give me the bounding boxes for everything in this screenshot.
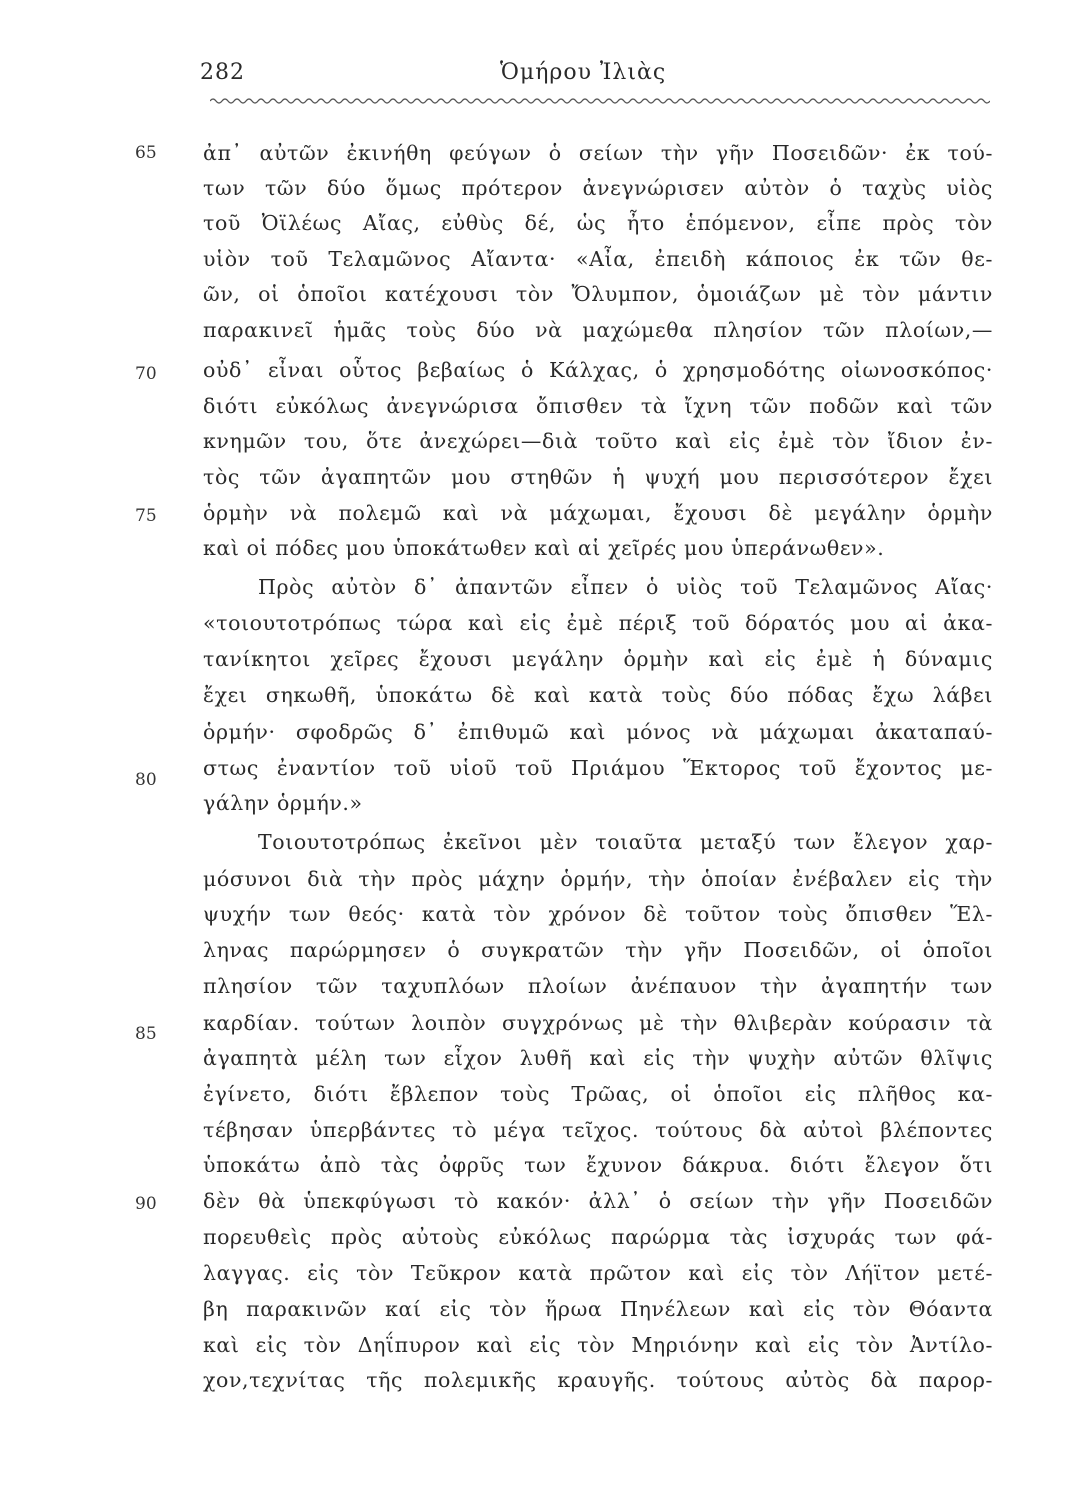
text-line: καὶ οἱ πόδες μου ὑποκάτωθεν καὶ αἱ χεῖρές μου ὑπεράνωθεν». (203, 536, 885, 560)
text-line: ἔχει σηκωθῆ, ὑποκάτω δὲ καὶ κατὰ τοὺς δύο πόδας ἔχω λάβει (203, 683, 993, 707)
text-line: τοῦ Ὀϊλέως Αἴας, εὐθὺς δέ, ὡς ἦτο ἑπόμενον, εἶπε πρὸς τὸν (203, 211, 993, 235)
text-line: καὶ εἰς τὸν Δηΐπυρον καὶ εἰς τὸν Μηριόνην καὶ εἰς τὸν Ἀντίλο- (203, 1333, 993, 1357)
text-line: βη παρακινῶν καί εἰς τὸν ἥρωα Πηνέλεων καὶ εἰς τὸν Θόαντα (203, 1297, 993, 1321)
text-line: πλησίον τῶν ταχυπλόων πλοίων ἀνέπαυον τὴν ἀγαπητήν των (203, 974, 993, 998)
text-line: τὸς τῶν ἀγαπητῶν μου στηθῶν ἡ ψυχή μου περισσότερον ἔχει (203, 465, 993, 489)
text-line: Πρὸς αὐτὸν δ᾽ ἀπαντῶν εἶπεν ὁ υἱὸς τοῦ Τελαμῶνος Αἴας· (258, 575, 993, 599)
text-line: τανίκητοι χεῖρες ἔχουσι μεγάλην ὁρμὴν καὶ εἰς ἐμὲ ἡ δύναμις (203, 647, 993, 671)
wavy-rule-ornament (210, 96, 990, 106)
text-line: οὐδ᾽ εἶναι οὗτος βεβαίως ὁ Κάλχας, ὁ χρησμοδότης οἰωνοσκόπος· (203, 358, 993, 382)
text-line: των τῶν δύο ὅμως πρότερον ἀνεγνώρισεν αὐτὸν ὁ ταχὺς υἱὸς (203, 176, 993, 200)
text-line: ψυχήν των θεός· κατὰ τὸν χρόνον δὲ τοῦτον τοὺς ὄπισθεν Ἕλ- (203, 902, 993, 926)
text-line: «τοιουτοτρόπως τώρα καὶ εἰς ἐμὲ πέριξ τοῦ δόρατός μου αἱ ἀκα- (203, 611, 993, 635)
line-number: 65 (135, 143, 157, 163)
text-line: ὁρμὴν νὰ πολεμῶ καὶ νὰ μάχωμαι, ἔχουσι δὲ μεγάλην ὁρμὴν (203, 501, 993, 525)
page-header (200, 60, 990, 100)
text-line: ὁρμήν· σφοδρῶς δ᾽ ἐπιθυμῶ καὶ μόνος νὰ μάχωμαι ἀκαταπαύ- (203, 720, 993, 744)
text-line: λαγγας. εἰς τὸν Τεῦκρον κατὰ πρῶτον καὶ εἰς τὸν Λήϊτον μετέ- (203, 1261, 993, 1285)
page-number: 282 (200, 60, 245, 85)
text-line: πορευθεὶς πρὸς αὐτοὺς εὐκόλως παρώρμα τὰς ἰσχυράς των φά- (203, 1225, 993, 1249)
text-line: ληνας παρώρμησεν ὁ συγκρατῶν τὴν γῆν Ποσειδῶν, οἱ ὁποῖοι (203, 938, 993, 962)
line-number: 90 (135, 1194, 157, 1214)
text-line: κνημῶν του, ὅτε ἀνεχώρει—διὰ τοῦτο καὶ εἰς ἐμὲ τὸν ἴδιον ἐν- (203, 429, 993, 453)
text-line: ἐγίνετο, διότι ἔβλεπον τοὺς Τρῶας, οἱ ὁποῖοι εἰς πλῆθος κα- (203, 1082, 993, 1106)
text-line: δὲν θὰ ὑπεκφύγωσι τὸ κακόν· ἀλλ᾽ ὁ σείων τὴν γῆν Ποσειδῶν (203, 1189, 993, 1213)
text-line: παρακινεῖ ἡμᾶς τοὺς δύο νὰ μαχώμεθα πλησίον τῶν πλοίων,— (203, 318, 993, 342)
text-line: Τοιουτοτρόπως ἐκεῖνοι μὲν τοιαῦτα μεταξύ των ἔλεγον χαρ- (258, 830, 993, 854)
text-line: χον,τεχνίτας τῆς πολεμικῆς κραυγῆς. τούτους αὐτὸς δὰ παρορ- (203, 1368, 993, 1392)
text-line: διότι εὐκόλως ἀνεγνώρισα ὄπισθεν τὰ ἴχνη τῶν ποδῶν καὶ τῶν (203, 394, 993, 418)
text-line: γάλην ὁρμήν.» (203, 791, 363, 815)
line-number: 85 (135, 1024, 157, 1044)
text-line: ἀγαπητὰ μέλη των εἶχον λυθῆ καὶ εἰς τὴν ψυχὴν αὐτῶν θλῖψις (203, 1046, 993, 1070)
text-line: καρδίαν. τούτων λοιπὸν συγχρόνως μὲ τὴν θλιβερὰν κούρασιν τὰ (203, 1011, 993, 1035)
text-line: ῶν, οἱ ὁποῖοι κατέχουσι τὸν Ὄλυμπον, ὁμοιάζων μὲ τὸν μάντιν (203, 282, 993, 306)
text-line: τέβησαν ὑπερβάντες τὸ μέγα τεῖχος. τούτους δὰ αὐτοὶ βλέποντες (203, 1118, 993, 1142)
line-number: 75 (135, 506, 157, 526)
text-line: ἀπ᾽ αὐτῶν ἐκινήθη φεύγων ὁ σείων τὴν γῆν Ποσειδῶν· ἐκ τού- (203, 141, 993, 165)
text-line: υἱὸν τοῦ Τελαμῶνος Αἴαντα· «Αἶα, ἐπειδὴ κάποιος ἐκ τῶν θε- (203, 247, 993, 271)
text-line: στως ἐναντίον τοῦ υἱοῦ τοῦ Πριάμου Ἕκτορος τοῦ ἔχοντος με- (203, 756, 993, 780)
running-title: Ὁμήρου Ἰλιὰς (500, 60, 667, 85)
line-number: 70 (135, 364, 157, 384)
text-line: ὑποκάτω ἀπὸ τὰς ὀφρῦς των ἔχυνον δάκρυα. διότι ἔλεγον ὅτι (203, 1153, 993, 1177)
text-line: μόσυνοι διὰ τὴν πρὸς μάχην ὁρμήν, τὴν ὁποίαν ἐνέβαλεν εἰς τὴν (203, 867, 993, 891)
line-number: 80 (135, 770, 157, 790)
